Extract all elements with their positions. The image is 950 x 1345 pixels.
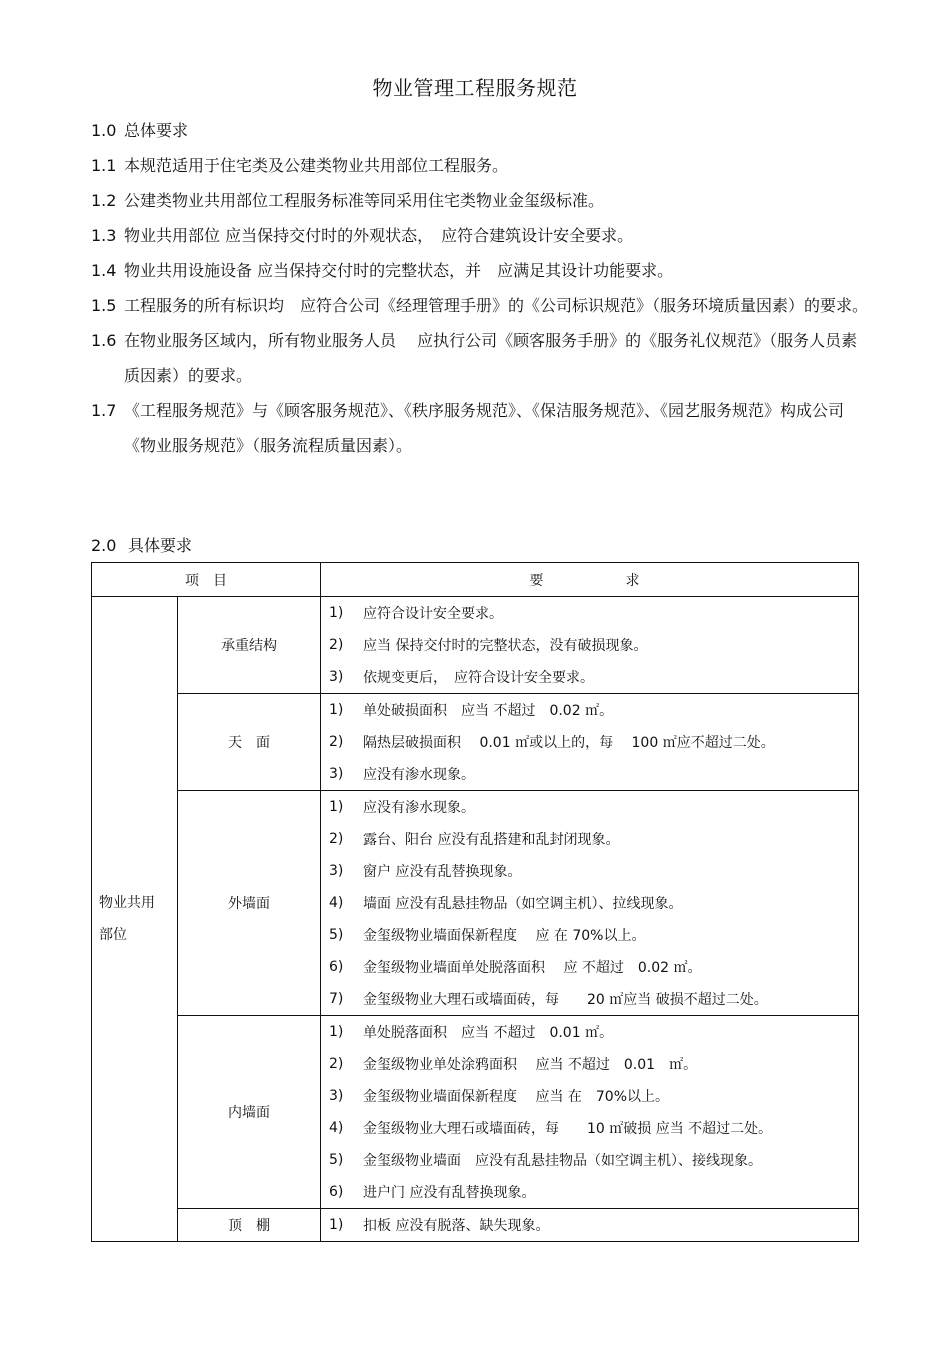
requirement-text: 应当 保持交付时的完整状态，没有破损现象。 xyxy=(363,638,648,654)
clause-text: 工程服务的所有标识均 应符合公司《经理管理手册》的《公司标识规范》（服务环境质量因素）的要求。 xyxy=(124,296,869,315)
table-row xyxy=(92,1016,859,1209)
section-number: 2.0 xyxy=(91,536,117,555)
requirement-item xyxy=(321,1016,858,1048)
requirement-text: 进户门 应没有乱替换现象。 xyxy=(363,1185,536,1201)
requirement-text: 金玺级物业墙面单处脱落面积 应 不超过 0.02 ㎡。 xyxy=(363,960,702,976)
category-cell xyxy=(92,597,178,1242)
table-row xyxy=(92,694,859,791)
requirement-number: 6) xyxy=(329,959,344,975)
requirement-cell xyxy=(321,791,859,1016)
requirement-number: 3) xyxy=(329,863,344,879)
requirement-number: 1) xyxy=(329,799,344,815)
requirement-text: 扣板 应没有脱落、缺失现象。 xyxy=(363,1218,550,1234)
requirement-text: 墙面 应没有乱悬挂物品（如空调主机）、拉线现象。 xyxy=(363,896,683,912)
requirement-number: 3) xyxy=(329,1088,344,1104)
clause-item xyxy=(91,183,871,218)
requirement-item xyxy=(321,661,858,693)
clause-number: 1.2 xyxy=(91,191,117,210)
clause-number: 1.1 xyxy=(91,156,117,175)
table-row xyxy=(92,791,859,1016)
requirement-text: 金玺级物业墙面保新程度 应当 在 70%以上。 xyxy=(363,1089,670,1105)
requirement-number: 1) xyxy=(329,605,344,621)
clause-item xyxy=(91,218,871,253)
requirement-number: 6) xyxy=(329,1184,344,1200)
section-2-heading xyxy=(91,534,192,558)
subitem-cell: 内墙面 xyxy=(178,1016,321,1209)
requirement-number: 1) xyxy=(329,1217,344,1233)
requirement-number: 1) xyxy=(329,1024,344,1040)
clause-text: 公建类物业共用部位工程服务标准等同采用住宅类物业金玺级标准。 xyxy=(124,191,605,210)
requirement-cell xyxy=(321,597,859,694)
requirement-number: 2) xyxy=(329,1056,344,1072)
requirement-number: 1) xyxy=(329,702,344,718)
table-row xyxy=(92,597,859,694)
requirement-text: 金玺级物业大理石或墙面砖，每 20 ㎡应当 破损不超过二处。 xyxy=(363,992,768,1008)
requirement-cell xyxy=(321,694,859,791)
requirement-item xyxy=(321,694,858,726)
clause-text: 在物业服务区域内，所有物业服务人员 应执行公司《顾客服务手册》的《服务礼仪规范》（服务人员素质因素）的要求。 xyxy=(124,331,858,385)
section-heading xyxy=(91,113,871,148)
requirement-item xyxy=(321,887,858,919)
requirement-text: 金玺级物业墙面保新程度 应 在 70%以上。 xyxy=(363,928,646,944)
category-line: 物业共用 xyxy=(99,895,155,911)
requirement-item xyxy=(321,1144,858,1176)
subitem-cell: 外墙面 xyxy=(178,791,321,1016)
requirement-item xyxy=(321,758,858,790)
clause-text: 物业共用设施设备 应当保持交付时的完整状态，并 应满足其设计功能要求。 xyxy=(124,261,674,280)
requirement-number: 3) xyxy=(329,669,344,685)
requirement-item xyxy=(321,629,858,661)
requirement-text: 金玺级物业墙面 应没有乱悬挂物品（如空调主机）、接线现象。 xyxy=(363,1153,762,1169)
requirement-text: 应符合设计安全要求。 xyxy=(363,606,503,622)
requirement-text: 单处破损面积 应当 不超过 0.02 ㎡。 xyxy=(363,703,614,719)
clause-text: 物业共用部位 应当保持交付时的外观状态， 应符合建筑设计安全要求。 xyxy=(124,226,634,245)
requirement-cell xyxy=(321,1016,859,1209)
clause-item xyxy=(91,253,871,288)
requirement-text: 应没有渗水现象。 xyxy=(363,800,475,816)
requirement-number: 5) xyxy=(329,1152,344,1168)
clause-number: 1.4 xyxy=(91,261,117,280)
requirement-text: 依规变更后， 应符合设计安全要求。 xyxy=(363,670,594,686)
requirement-item xyxy=(321,983,858,1015)
header-requirement: 要 求 xyxy=(321,563,859,597)
requirement-item xyxy=(321,823,858,855)
general-requirements xyxy=(91,113,871,463)
section-title: 具体要求 xyxy=(128,536,193,555)
requirement-item xyxy=(321,951,858,983)
clause-number: 1.3 xyxy=(91,226,117,245)
requirement-number: 3) xyxy=(329,766,344,782)
requirement-number: 2) xyxy=(329,831,344,847)
subitem-cell: 承重结构 xyxy=(178,597,321,694)
requirement-item xyxy=(321,1048,858,1080)
requirement-text: 隔热层破损面积 0.01 ㎡或以上的，每 100 ㎡应不超过二处。 xyxy=(363,735,775,751)
requirement-text: 应没有渗水现象。 xyxy=(363,767,475,783)
category-line: 部位 xyxy=(99,927,127,943)
requirement-item xyxy=(321,919,858,951)
requirement-item xyxy=(321,855,858,887)
requirement-cell xyxy=(321,1209,859,1242)
clause-text: 本规范适用于住宅类及公建类物业共用部位工程服务。 xyxy=(124,156,509,175)
requirement-number: 5) xyxy=(329,927,344,943)
requirement-item xyxy=(321,1176,858,1208)
clause-number: 1.7 xyxy=(91,401,117,420)
requirement-text: 窗户 应没有乱替换现象。 xyxy=(363,864,522,880)
clause-item xyxy=(91,393,871,463)
section-number: 1.0 xyxy=(91,121,117,140)
requirement-item xyxy=(321,1112,858,1144)
clause-number: 1.5 xyxy=(91,296,117,315)
requirement-text: 金玺级物业大理石或墙面砖，每 10 ㎡破损 应当 不超过二处。 xyxy=(363,1121,773,1137)
table-row xyxy=(92,1209,859,1242)
requirement-item xyxy=(321,791,858,823)
requirement-number: 7) xyxy=(329,991,344,1007)
requirement-text: 露台、阳台 应没有乱搭建和乱封闭现象。 xyxy=(363,832,620,848)
requirement-text: 单处脱落面积 应当 不超过 0.01 ㎡。 xyxy=(363,1025,614,1041)
requirement-item xyxy=(321,597,858,629)
subitem-cell: 天 面 xyxy=(178,694,321,791)
requirement-number: 4) xyxy=(329,1120,344,1136)
section-title: 总体要求 xyxy=(124,121,189,140)
requirement-number: 2) xyxy=(329,637,344,653)
clause-item xyxy=(91,288,871,323)
requirement-item xyxy=(321,1209,858,1241)
header-item: 项 目 xyxy=(92,563,321,597)
page-title: 物业管理工程服务规范 xyxy=(372,76,578,100)
clause-item xyxy=(91,323,871,393)
requirements-table xyxy=(91,562,859,1242)
requirement-item xyxy=(321,726,858,758)
clause-number: 1.6 xyxy=(91,331,117,350)
table-header-row xyxy=(92,563,859,597)
requirement-number: 2) xyxy=(329,734,344,750)
subitem-cell: 顶 棚 xyxy=(178,1209,321,1242)
requirement-text: 金玺级物业单处涂鸦面积 应当 不超过 0.01 ㎡。 xyxy=(363,1057,698,1073)
clause-text: 《工程服务规范》与《顾客服务规范》、《秩序服务规范》、《保洁服务规范》、《园艺服务规范》构成公司《物业服务规范》（服务流程质量因素）。 xyxy=(124,401,845,455)
requirement-number: 4) xyxy=(329,895,344,911)
clause-item xyxy=(91,148,871,183)
requirement-item xyxy=(321,1080,858,1112)
